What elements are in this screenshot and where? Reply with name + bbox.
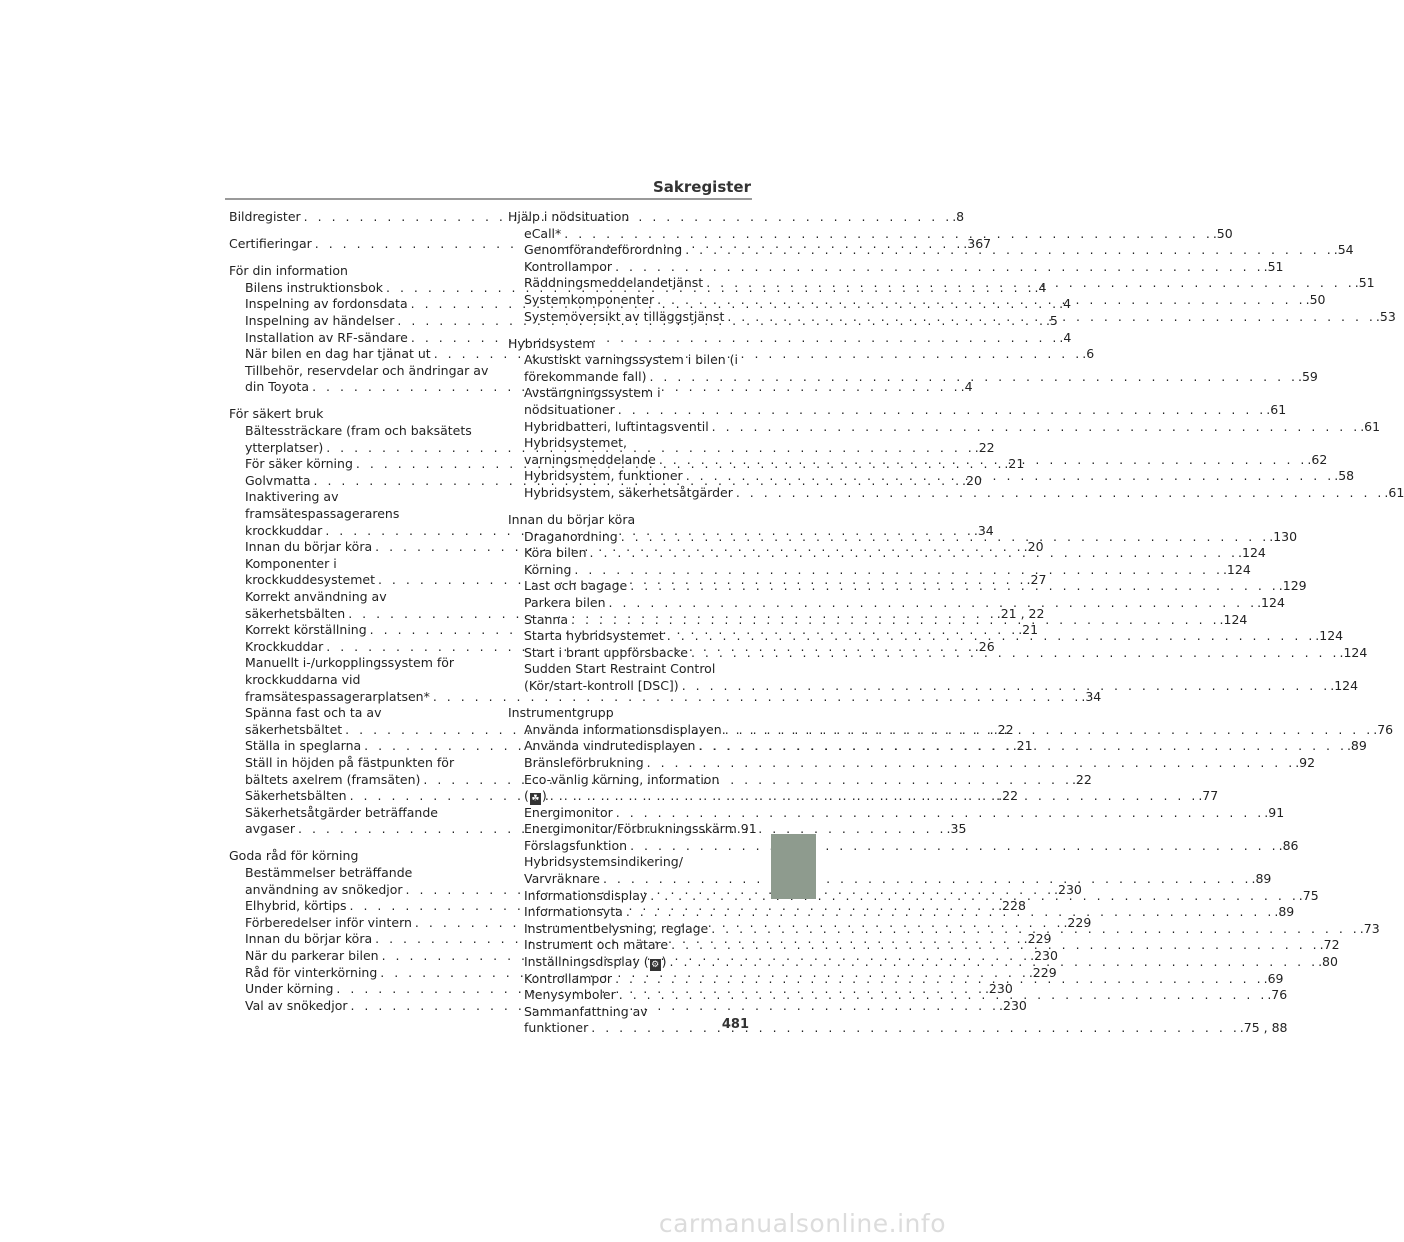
index-text: Körning <box>524 561 572 577</box>
page-reference: .229 <box>1023 931 1052 947</box>
page-reference: .75 , 88 <box>1239 1020 1288 1036</box>
index-text: Tillbehör, reservdelar och ändringar av <box>245 362 489 378</box>
page-reference: .27 <box>1026 572 1047 588</box>
index-text-prefix: Inställningsdisplay ( <box>524 954 649 970</box>
index-text: För säkert bruk <box>229 406 324 422</box>
dot-leader <box>722 722 1374 739</box>
dot-leader <box>613 805 1265 822</box>
index-text: Instrumentbelysning, reglage <box>524 920 709 936</box>
index-heading <box>508 336 751 353</box>
dot-leader <box>654 292 1306 309</box>
index-text: Inspelning av fordonsdata <box>245 296 408 312</box>
index-text: Systemkomponenter <box>524 291 655 307</box>
page-reference: .22 <box>974 439 995 455</box>
index-text: säkerhetsbältet <box>245 721 343 737</box>
index-subentry <box>508 1020 1288 1037</box>
page-reference: .228 <box>998 898 1026 914</box>
dot-leader <box>627 578 1279 595</box>
page-reference: .124 <box>1315 628 1344 644</box>
dot-leader <box>644 755 1296 772</box>
index-text: För din information <box>229 263 348 279</box>
page-reference: .51 <box>1354 275 1375 291</box>
page-reference: .69 <box>1263 970 1284 986</box>
page-reference: .21 <box>1012 738 1033 754</box>
index-text: Hybridsystem <box>508 335 595 351</box>
index-subentry <box>508 821 757 838</box>
page-reference: .22 <box>993 721 1014 737</box>
dot-leader <box>683 468 1335 485</box>
page-reference: .4 <box>1059 329 1072 345</box>
dot-leader <box>568 612 1220 629</box>
index-text: Innan du börjar köra <box>245 539 373 555</box>
page-reference: .34 <box>1081 688 1102 704</box>
index-subentry <box>508 368 1318 386</box>
page-reference: .230 <box>984 981 1013 997</box>
watermark: carmanualsonline.info <box>658 1209 946 1238</box>
index-text: Inspelning av händelser <box>245 312 395 328</box>
index-text: krockkuddar <box>245 522 323 538</box>
index-text: Last och bagage <box>524 578 628 594</box>
index-subentry <box>508 418 1381 436</box>
index-subentry <box>508 308 1396 326</box>
page-reference: .4 <box>960 379 973 395</box>
dot-leader <box>668 937 1320 954</box>
index-text: Korrekt användning av <box>245 588 387 604</box>
page-reference: .20 <box>962 472 982 488</box>
page-reference: .130 <box>1269 528 1298 544</box>
dot-leader <box>600 871 1252 888</box>
page-reference: .59 <box>1298 368 1318 384</box>
index-subentry <box>229 865 472 882</box>
index-text: Inaktivering av <box>245 489 339 505</box>
index-text: Instrumentgrupp <box>508 705 614 721</box>
index-text: varningsmeddelande <box>524 451 656 467</box>
page-reference: .77 <box>1198 788 1219 804</box>
index-text: Informationsyta <box>524 904 623 920</box>
index-text: Använda vindrutedisplayen <box>524 738 696 754</box>
index-subentry <box>229 489 472 506</box>
index-heading <box>229 263 472 280</box>
index-text: krockkuddesystemet <box>245 572 375 588</box>
page-reference: .61 <box>1384 485 1404 500</box>
index-text: Draganordning <box>524 528 618 544</box>
index-text: funktioner <box>524 1020 589 1036</box>
index-text: Kontrollampor <box>524 970 613 986</box>
index-text: framsätespassagerarplatsen* <box>245 688 430 704</box>
index-subentry <box>229 755 472 772</box>
index-subentry <box>508 1004 751 1021</box>
index-text: Hybridsystemsindikering/ <box>524 854 683 870</box>
dot-leader <box>708 921 1360 938</box>
index-text: Parkera bilen <box>524 595 606 611</box>
index-heading <box>508 209 751 226</box>
dot-leader <box>688 645 1340 662</box>
leaf-icon: ☘ <box>531 794 540 805</box>
index-text: Innan du börjar köra <box>508 512 636 528</box>
page-reference: .51 <box>1263 258 1284 274</box>
page-reference: .229 <box>1028 964 1057 980</box>
index-text: Bildregister <box>229 209 301 224</box>
index-text: (Kör/start-kontroll [DSC]) <box>524 678 679 694</box>
index-text: Krockkuddar <box>245 638 324 654</box>
page-reference: .80 <box>1318 954 1338 970</box>
dot-leader <box>615 402 1267 419</box>
chapter-side-tab <box>771 834 816 899</box>
index-subentry <box>508 871 1272 888</box>
index-text: Menysymboler <box>524 987 616 1003</box>
page-reference: .53 <box>1375 308 1396 324</box>
index-subentry <box>229 362 489 380</box>
index-subentry <box>229 423 472 440</box>
dot-leader <box>703 275 1355 292</box>
index-text: Sudden Start Restraint Control <box>524 661 716 677</box>
index-text: Energimonitor <box>524 804 613 820</box>
index-text: Innan du börjar köra <box>245 931 373 947</box>
page-reference: .89 <box>1251 871 1272 887</box>
settings-gear-icon: ⚙ <box>651 960 660 971</box>
index-text-with-icon <box>524 954 667 971</box>
index-text: användning av snökedjor <box>245 881 403 897</box>
index-subentry <box>229 655 472 672</box>
page-reference: .229 <box>1063 914 1092 930</box>
index-subentry <box>508 258 1284 276</box>
dot-leader <box>612 259 1264 276</box>
page-reference: .50 <box>1212 225 1233 241</box>
page-reference: .75 <box>1298 887 1319 903</box>
page-reference: .86 <box>1278 837 1299 853</box>
dot-leader <box>656 452 1308 469</box>
index-text: framsätespassagerarens <box>245 506 400 521</box>
index-text: Avstängningssystem i <box>524 385 661 401</box>
page-reference: .92 <box>1295 754 1316 770</box>
dot-leader <box>561 226 1213 243</box>
index-text: Använda informationsdisplayen <box>524 721 722 737</box>
page-reference: .22 <box>998 788 1019 804</box>
page-reference: .124 <box>1238 545 1266 561</box>
page-reference: .72 <box>1319 937 1340 953</box>
index-subentry <box>508 772 751 789</box>
index-text: din Toyota <box>245 379 310 395</box>
index-subentry <box>508 595 1285 612</box>
dot-leader <box>724 309 1376 326</box>
index-text-suffix: ) <box>541 788 547 804</box>
index-text: För säker körning <box>245 456 353 472</box>
page-reference: .8 <box>952 209 965 224</box>
page-reference: .34 <box>973 522 994 538</box>
dot-leader <box>612 971 1264 988</box>
index-text: Goda råd för körning <box>229 848 359 864</box>
page-reference: .124 <box>1257 595 1285 611</box>
dot-leader <box>664 628 1316 645</box>
dot-leader <box>571 562 1223 579</box>
page-reference: .54 <box>1333 242 1354 258</box>
index-text-prefix: ( <box>524 788 529 804</box>
dot-leader <box>587 545 1239 562</box>
index-text: Hjälp i nödsituation <box>508 209 630 224</box>
index-text: Köra bilen <box>524 545 587 561</box>
index-text: Ställ in höjden på fästpunkten för <box>245 754 455 770</box>
index-text: Manuellt i-/urkopplingssystem för <box>245 655 455 671</box>
index-text: Förslagsfunktion <box>524 837 628 853</box>
index-text: Val av snökedjor <box>245 997 348 1013</box>
page-reference: .21 <box>1018 622 1039 638</box>
dot-leader <box>618 529 1270 546</box>
index-subentry <box>229 506 472 523</box>
index-text: avgaser <box>245 821 295 837</box>
index-text: ytterplatser) <box>245 439 324 455</box>
dot-leader <box>733 485 1385 502</box>
index-text: Under körning <box>245 981 334 997</box>
index-text: Installation av RF-sändare <box>245 329 408 345</box>
page-reference: .4 <box>1034 279 1047 295</box>
dot-leader <box>709 419 1361 436</box>
index-subentry <box>508 485 1404 502</box>
page-reference: .89 <box>1274 904 1295 920</box>
index-text: Certifieringar <box>229 236 312 252</box>
index-text: Bestämmelser beträffande <box>245 864 413 880</box>
page-reference: .26 <box>974 638 995 654</box>
dot-leader <box>679 678 1331 695</box>
index-text: Ställa in speglarna <box>245 738 362 754</box>
index-text: Bältessträckare (fram och baksätets <box>245 423 472 439</box>
index-text: Energimonitor/Förbrukningsskärm <box>524 821 737 837</box>
page-reference: .124 <box>1219 611 1248 627</box>
page-reference: .4 <box>1059 296 1072 312</box>
index-text: Varvräknare <box>524 871 600 887</box>
index-subentry <box>508 352 751 369</box>
dot-leader <box>623 904 1275 921</box>
index-text: Elhybrid, körtips <box>245 898 347 914</box>
page-reference: .124 <box>1222 561 1251 577</box>
dot-leader <box>616 987 1268 1004</box>
index-text: Eco-vänlig körning, information <box>524 771 720 787</box>
dot-leader <box>646 369 1298 386</box>
index-subentry <box>508 275 1375 292</box>
page-reference: .124 <box>1330 678 1359 694</box>
index-text: Starta hybridsystemet <box>524 628 664 644</box>
page-reference: .230 <box>1030 947 1058 963</box>
index-text: Start i brant uppförsbacke <box>524 644 688 660</box>
page-reference: .21 , 22 <box>996 605 1045 621</box>
index-text: Hybridsystemet, <box>524 435 628 451</box>
index-subentry <box>508 804 1285 822</box>
index-text: Hybridsystem, funktioner <box>524 468 683 484</box>
index-text-with-icon <box>524 788 547 805</box>
index-text: Räddningsmeddelandetjänst <box>524 275 704 291</box>
page-reference: .58 <box>1334 468 1355 484</box>
index-subentry <box>508 561 1251 579</box>
page-reference: .22 <box>1071 771 1092 787</box>
page-reference: .124 <box>1339 644 1368 660</box>
dot-leader <box>647 888 1299 905</box>
index-subentry <box>229 589 472 606</box>
index-text: Bränsleförbrukning <box>524 754 644 770</box>
index-subentry <box>508 854 751 871</box>
page-reference: .6 <box>1082 346 1095 362</box>
index-text: Genomförandeförordning <box>524 242 683 258</box>
index-text: Informationsdisplay <box>524 887 648 903</box>
index-text: Spänna fast och ta av <box>245 705 382 721</box>
dot-leader <box>547 788 1199 805</box>
index-text: Säkerhetsbälten <box>245 788 347 804</box>
page-reference: .76 <box>1267 987 1288 1003</box>
dot-leader <box>667 954 1319 971</box>
page-reference: .20 <box>1023 539 1044 555</box>
index-subentry <box>229 672 472 689</box>
index-text: Akustiskt varningssystem i bilen (i <box>524 352 739 368</box>
index-heading <box>229 848 472 865</box>
index-text: krockkuddarna vid <box>245 671 361 687</box>
index-subentry <box>508 225 1233 243</box>
dot-leader <box>588 1020 1240 1037</box>
index-text: Instrument och mätare <box>524 937 669 953</box>
index-text-suffix: ) <box>661 954 667 970</box>
index-subentry <box>508 837 1299 855</box>
index-text: Säkerhetsåtgärder beträffande <box>245 804 438 820</box>
page-reference: .367 <box>963 236 992 252</box>
index-text: Bilens instruktionsbok <box>245 279 384 295</box>
index-text: Stanna <box>524 611 569 627</box>
page-reference: .50 <box>1305 291 1326 307</box>
index-text: Råd för vinterkörning <box>245 964 378 980</box>
index-text: Korrekt körställning <box>245 622 367 638</box>
index-text: När du parkerar bilen <box>245 947 379 963</box>
index-subentry <box>229 688 1102 706</box>
page-reference: .76 <box>1373 721 1394 737</box>
index-text: Systemöversikt av tilläggstjänst <box>524 308 725 324</box>
index-text: När bilen en dag har tjänat ut <box>245 346 431 362</box>
index-subentry <box>508 754 1316 772</box>
page-header-title: Sakregister <box>652 178 751 196</box>
index-subentry <box>508 291 1326 309</box>
index-heading <box>508 705 751 722</box>
page-reference: .35 <box>946 821 967 837</box>
page-reference: .91 <box>736 821 757 837</box>
index-subentry <box>229 556 472 573</box>
page-reference: .62 <box>1307 451 1328 467</box>
index-text: nödsituationer <box>524 402 615 418</box>
dot-leader <box>627 838 1279 855</box>
page-reference: .230 <box>1054 881 1082 897</box>
index-text: Hybridsystem, säkerhetsåtgärder <box>524 485 733 500</box>
index-subentry <box>229 705 472 722</box>
index-text: Kontrollampor <box>524 258 613 274</box>
dot-leader <box>606 595 1258 612</box>
page-reference: .230 <box>999 997 1027 1013</box>
index-text: eCall* <box>524 225 562 241</box>
index-subentry <box>508 678 1359 695</box>
dot-leader <box>682 242 1334 259</box>
index-subentry <box>508 385 751 402</box>
page-reference: .21 <box>1004 456 1025 472</box>
index-text: Golvmatta <box>245 472 311 488</box>
header-rule <box>225 198 752 200</box>
index-subentry <box>508 661 751 678</box>
index-subentry <box>229 788 1019 805</box>
page-reference: .61 <box>1266 402 1287 418</box>
page-reference: .129 <box>1278 578 1307 594</box>
index-subentry <box>508 402 1287 419</box>
index-subentry <box>508 435 751 452</box>
page-reference: .89 <box>1346 738 1367 754</box>
index-text: Sammanfattning av <box>524 1003 648 1019</box>
page-reference: .73 <box>1359 920 1380 936</box>
index-text: säkerhetsbälten <box>245 605 346 621</box>
page-reference: .91 <box>1264 804 1285 820</box>
page-reference: .61 <box>1360 418 1381 434</box>
index-text: Hybridbatteri, luftintagsventil <box>524 418 709 434</box>
index-heading <box>508 512 751 529</box>
index-subentry <box>229 805 472 822</box>
index-text: Förberedelser inför vintern <box>245 914 412 930</box>
page-reference: .5 <box>1045 312 1058 328</box>
dot-leader <box>695 738 1347 755</box>
index-text: förekommande fall) <box>524 368 647 384</box>
index-text: Komponenter i <box>245 555 337 571</box>
page-number: 481 <box>721 1017 749 1032</box>
index-heading <box>229 406 472 423</box>
index-text: bältets axelrem (framsäten) <box>245 771 421 787</box>
